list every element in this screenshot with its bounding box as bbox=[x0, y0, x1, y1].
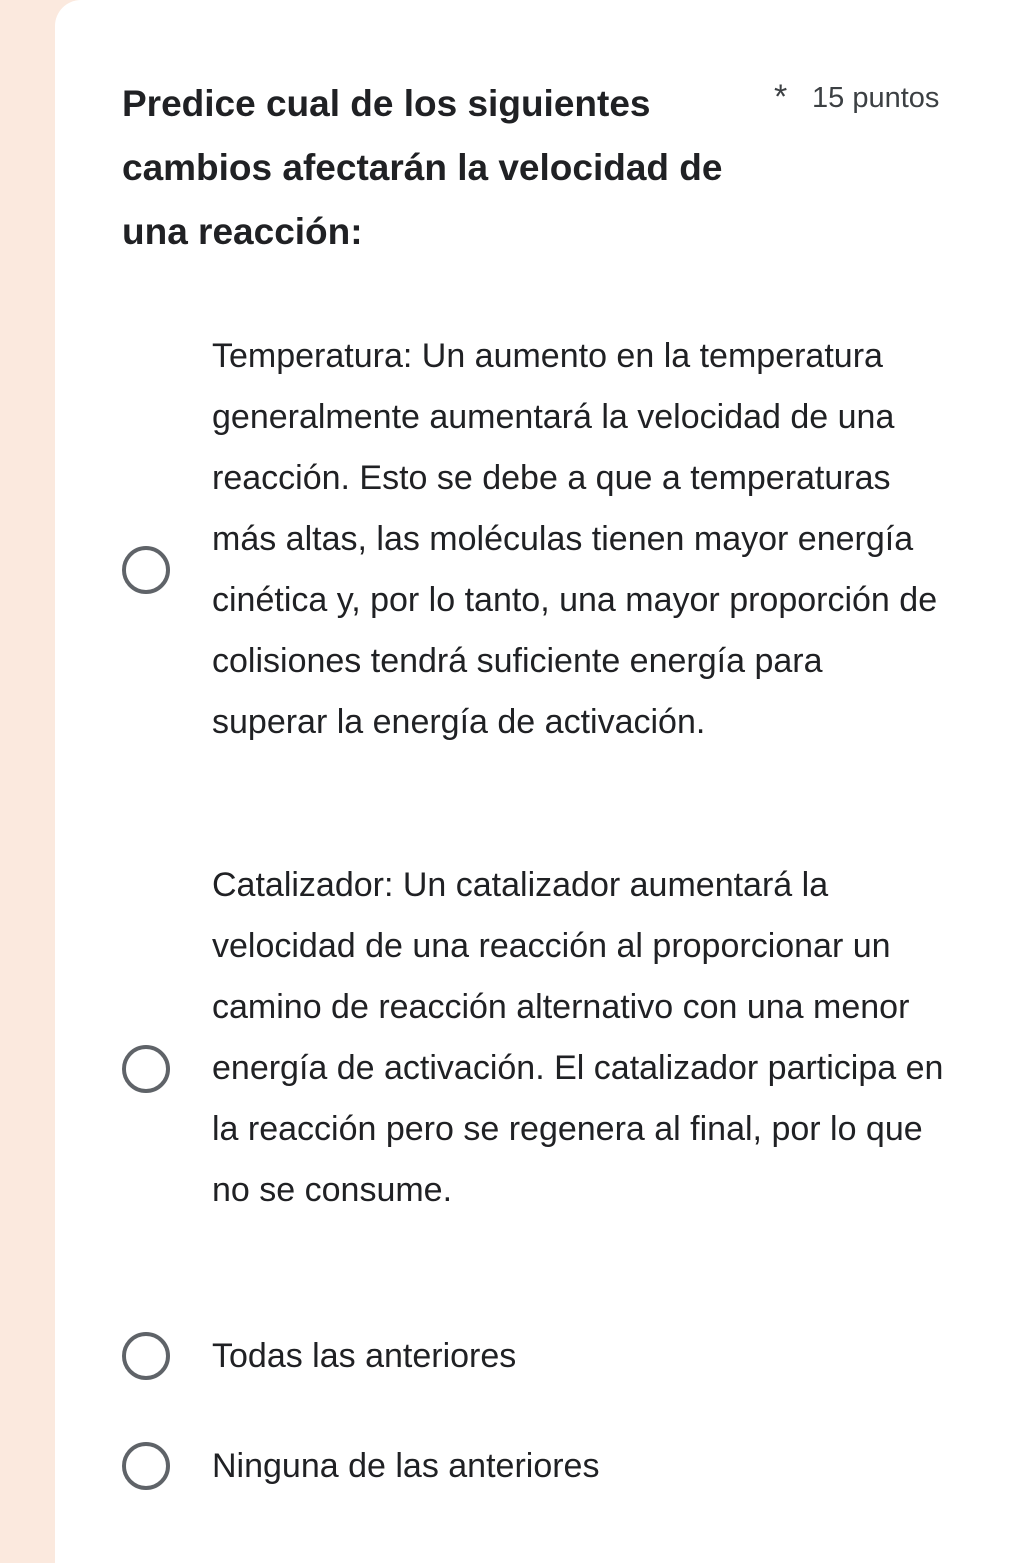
option-label[interactable]: Ninguna de las anteriores bbox=[212, 1447, 600, 1485]
radio-button[interactable] bbox=[122, 546, 170, 594]
required-marker: * bbox=[774, 78, 788, 116]
option-label[interactable]: Todas las anteriores bbox=[212, 1337, 517, 1375]
radio-button[interactable] bbox=[122, 1442, 170, 1490]
question-header bbox=[122, 72, 972, 264]
question-title: Predice cual de los siguientes cambios afectarán la velocidad de una reacción: bbox=[122, 83, 723, 252]
points-label: 15 puntos bbox=[812, 82, 940, 114]
radio-button[interactable] bbox=[122, 1332, 170, 1380]
radio-button[interactable] bbox=[122, 1045, 170, 1093]
option-label[interactable]: Catalizador: Un catalizador aumentará la velocidad de una reacción al proporcionar un camino de reacción alternativo con una menor energía de activación. El catalizador participa en la reacción pero se regenera al final, por lo que no se consume. bbox=[212, 866, 944, 1209]
option-label[interactable]: Temperatura: Un aumento en la temperatura generalmente aumentará la velocidad de una reacción. Esto se debe a que a temperaturas más altas, las moléculas tienen mayor energía cinética y, por lo tanto, una mayor proporción de colisiones tendrá suficiente energía para superar la energía de activación. bbox=[212, 337, 938, 741]
